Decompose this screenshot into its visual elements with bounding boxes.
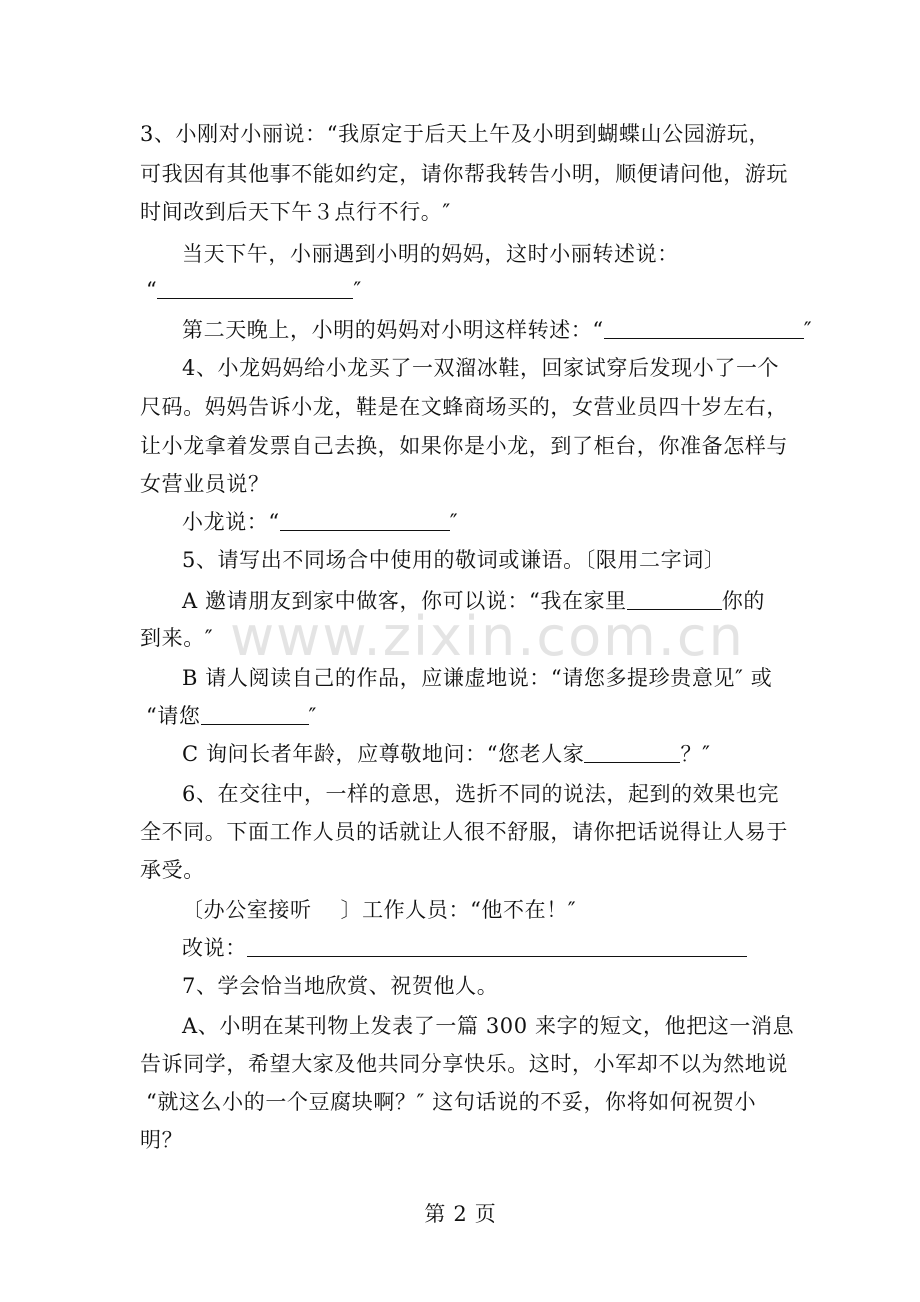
watermark: www.zixin.com.cn [230,605,745,668]
q3-line-1: 3、小刚对小丽说：“我原定于后天上午及小明到蝴蝶山公园游玩， [140,122,771,146]
answer-blank[interactable] [280,510,450,531]
q6-line-2: 全不同。下面工作人员的话就让人很不舒服，请你把话说得让人易于 [140,820,788,844]
q7-a-line-2: 告诉同学，希望大家及他共同分享快乐。这时，小军却不以为然地说 [140,1052,788,1076]
q4-answer-prefix: 小龙说：“ [182,510,280,534]
q3-line-6: 第二天晚上，小明的妈妈对小明这样转述：“ [182,318,604,342]
q5-a-suffix: 你的 [721,589,765,613]
q5-a-line-2: 到来。″ [140,626,214,650]
q5-b-line-2 [146,702,317,730]
q3-answer-2 [182,316,812,344]
answer-blank[interactable] [584,742,680,763]
q4-line-3: 让小龙拿着发票自己去换，如果你是小龙，到了柜台，你准备怎样与 [140,434,788,458]
q4-line-1: 4、小龙妈妈给小龙买了一双溜冰鞋，回家试穿后发现小了一个 [182,356,780,380]
page-label-post: 页 [474,1202,496,1226]
q5-b-prefix: “请您 [146,704,201,728]
q3-answer-1 [146,276,362,304]
q3-line-3: 时间改到后天下午３点行不行。″ [140,200,451,224]
q5-c-prefix: C 询问长者年龄，应尊敬地问：“您老人家 [182,742,585,766]
close-quote: ″ [308,704,317,728]
q7-a-line-4: 明？ [140,1128,184,1152]
close-quote: ″ [353,278,362,302]
answer-blank[interactable] [157,278,353,299]
open-quote: “ [146,278,158,302]
q4-line-2: 尺码。妈妈告诉小龙，鞋是在文蜂商场买的，女营业员四十岁左右， [140,395,788,419]
q5-b-line-1: B 请人阅读自己的作品，应谦虚地说：“请您多提珍贵意见″ 或 [182,666,773,690]
page-label-pre: 第 [424,1202,446,1226]
page-number: 2 [453,1202,467,1226]
q6-line-1: 6、在交往中，一样的意思，选折不同的说法，起到的效果也完 [182,782,780,806]
q7-line-1: 7、学会恰当地欣赏、祝贺他人。 [182,974,499,998]
answer-blank[interactable] [247,936,747,957]
q6-answer [182,934,747,962]
q6-line-3: 承受。 [140,858,205,882]
q3-line-4: 当天下午，小丽遇到小明的妈妈，这时小丽转述说： [182,242,679,266]
q5-a-line-1 [182,587,765,615]
close-quote: ″ [449,510,459,534]
answer-blank[interactable] [627,589,722,610]
q7-a-line-3: “就这么小的一个豆腐块啊？″ 这句话说的不妥，你将如何祝贺小 [146,1090,757,1114]
page-footer [0,1198,920,1228]
q3-line-2: 可我因有其他事不能如约定，请你帮我转告小明，顺便请问他，游玩 [140,162,788,186]
answer-blank[interactable] [201,704,309,725]
q5-c-line [182,740,711,768]
q4-line-4: 女营业员说？ [140,472,270,496]
close-quote: ″ [803,318,813,342]
q6-line-4: 〔办公室接听 〕工作人员：“他不在！″ [182,898,577,922]
q5-a-prefix: A 邀请朋友到家中做客，你可以说：“我在家里 [182,589,627,613]
q4-answer [182,508,458,536]
q5-c-suffix: ？″ [680,742,711,766]
q5-line-1: 5、请写出不同场合中使用的敬词或谦语。〔限用二字词〕 [182,548,726,572]
answer-blank[interactable] [604,318,804,339]
q7-a-line-1: A、小明在某刊物上发表了一篇 300 来字的短文，他把这一消息 [182,1014,795,1038]
q6-answer-prefix: 改说： [182,936,247,960]
